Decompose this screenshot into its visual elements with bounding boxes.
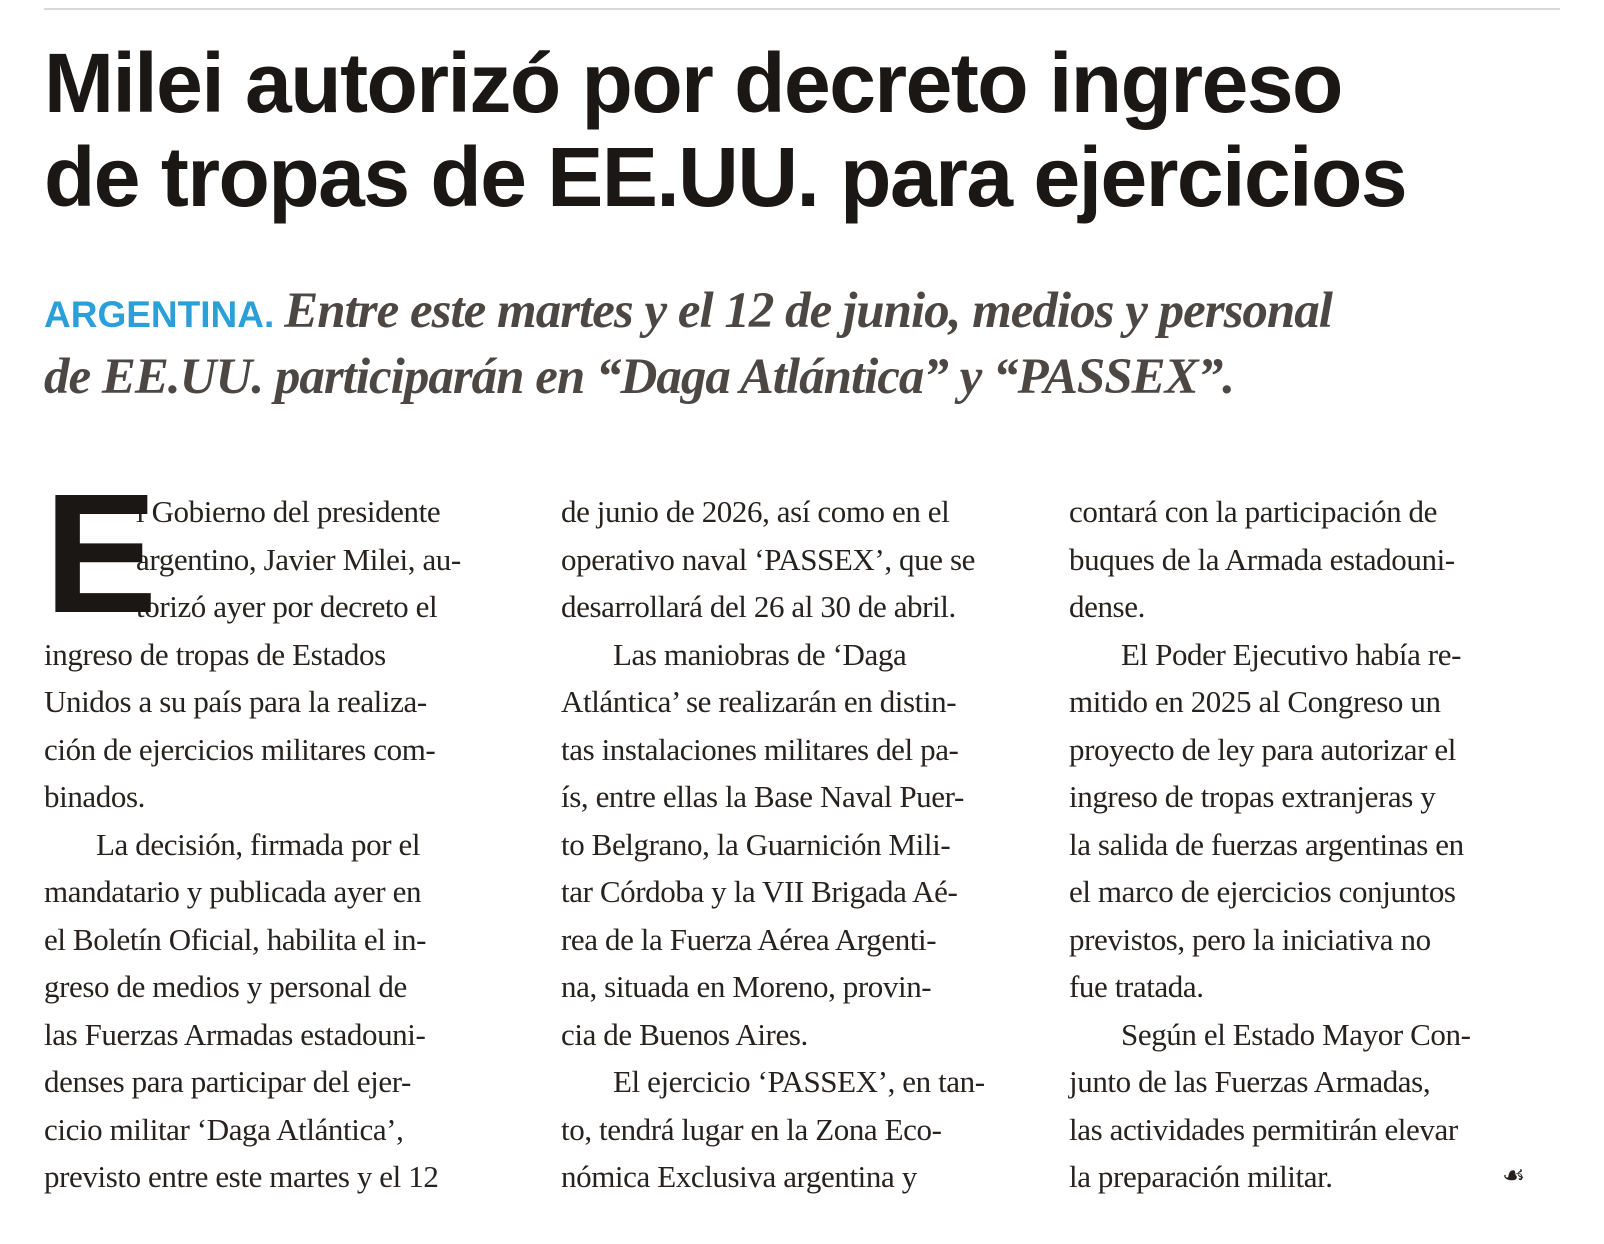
section-kicker: ARGENTINA. bbox=[44, 294, 275, 335]
body-line: operativo naval ‘PASSEX’, que se bbox=[561, 541, 975, 577]
body-line: ís, entre ellas la Base Naval Puer- bbox=[561, 779, 964, 814]
body-line: el Boletín Oficial, habilita el in- bbox=[44, 921, 426, 957]
column-3 bbox=[1069, 488, 1525, 1201]
body-line: proyecto de ley para autorizar el bbox=[1069, 731, 1456, 767]
body-line: greso de medios y personal de bbox=[44, 969, 407, 1004]
body-line: la salida de fuerzas argentinas en bbox=[1069, 826, 1464, 862]
body-line: Unidos a su país para la realiza- bbox=[44, 684, 427, 719]
body-line: El ejercicio ‘PASSEX’, en tan- bbox=[613, 1064, 985, 1099]
column-2 bbox=[561, 488, 1017, 1201]
body-line: mitido en 2025 al Congreso un bbox=[1069, 684, 1441, 719]
article-body bbox=[44, 459, 1534, 1208]
body-line: torizó ayer por decreto el bbox=[136, 589, 438, 624]
headline bbox=[44, 36, 1564, 224]
body-line: cicio militar ‘Daga Atlántica’, bbox=[44, 1111, 404, 1147]
deck-text-1: Entre este martes y el 12 de junio, medios y personal bbox=[284, 283, 1332, 339]
body-line: binados. bbox=[44, 779, 145, 814]
body-line: previsto entre este martes y el 12 bbox=[44, 1159, 439, 1194]
body-line: la preparación militar. bbox=[1069, 1159, 1333, 1194]
body-line: dense. bbox=[1069, 589, 1145, 624]
body-line: buques de la Armada estadouni- bbox=[1069, 541, 1455, 577]
body-line: rea de la Fuerza Aérea Argenti- bbox=[561, 921, 937, 957]
body-line: na, situada en Moreno, provin- bbox=[561, 969, 932, 1004]
body-line: ingreso de tropas extranjeras y bbox=[1069, 779, 1436, 814]
body-line: Atlántica’ se realizarán en distin- bbox=[561, 684, 957, 719]
body-line: el marco de ejercicios conjuntos bbox=[1069, 874, 1456, 909]
body-line: tar Córdoba y la VII Brigada Aé- bbox=[561, 874, 958, 909]
body-line: denses para participar del ejer- bbox=[44, 1064, 411, 1099]
body-line: contará con la participación de bbox=[1069, 494, 1438, 529]
deck-line-2: de EE.UU. participarán en “Daga Atlántica” y “PASSEX”. bbox=[44, 349, 1234, 405]
body-line: tas instalaciones militares del pa- bbox=[561, 731, 959, 767]
headline-line-2: de tropas de EE.UU. para ejercicios bbox=[44, 130, 1407, 224]
deck bbox=[44, 280, 1564, 408]
body-line: desarrollará del 26 al 30 de abril. bbox=[561, 589, 956, 624]
body-line: cia de Buenos Aires. bbox=[561, 1016, 808, 1052]
body-line: junto de las Fuerzas Armadas, bbox=[1069, 1064, 1431, 1099]
deck-line-1 bbox=[44, 280, 1564, 346]
body-line: to, tendrá lugar en la Zona Eco- bbox=[561, 1111, 942, 1147]
drop-cap: E bbox=[44, 459, 157, 649]
body-line: Según el Estado Mayor Con- bbox=[1121, 1016, 1471, 1052]
body-line: to Belgrano, la Guarnición Mili- bbox=[561, 826, 951, 862]
body-line: El Poder Ejecutivo había re- bbox=[1121, 636, 1462, 672]
body-line: de junio de 2026, así como en el bbox=[561, 494, 950, 529]
body-line: argentino, Javier Milei, au- bbox=[136, 541, 461, 577]
body-line: nómica Exclusiva argentina y bbox=[561, 1159, 917, 1194]
body-line: La decisión, firmada por el bbox=[96, 826, 421, 862]
column-1 bbox=[44, 459, 500, 1201]
body-line: fue tratada. bbox=[1069, 969, 1204, 1004]
body-line: ción de ejercicios militares com- bbox=[44, 731, 436, 767]
body-line: las Fuerzas Armadas estadouni- bbox=[44, 1016, 426, 1052]
body-line: ingreso de tropas de Estados bbox=[44, 636, 386, 672]
headline-line-1: Milei autorizó por decreto ingreso bbox=[44, 36, 1342, 130]
top-rule bbox=[44, 8, 1560, 10]
body-line: las actividades permitirán elevar bbox=[1069, 1111, 1458, 1147]
body-line: Las maniobras de ‘Daga bbox=[613, 636, 907, 672]
body-line: mandatario y publicada ayer en bbox=[44, 874, 422, 909]
body-line: previstos, pero la iniciativa no bbox=[1069, 921, 1431, 957]
end-of-article-icon: ☙ bbox=[1502, 1161, 1525, 1191]
body-line: l Gobierno del presidente bbox=[136, 494, 441, 529]
